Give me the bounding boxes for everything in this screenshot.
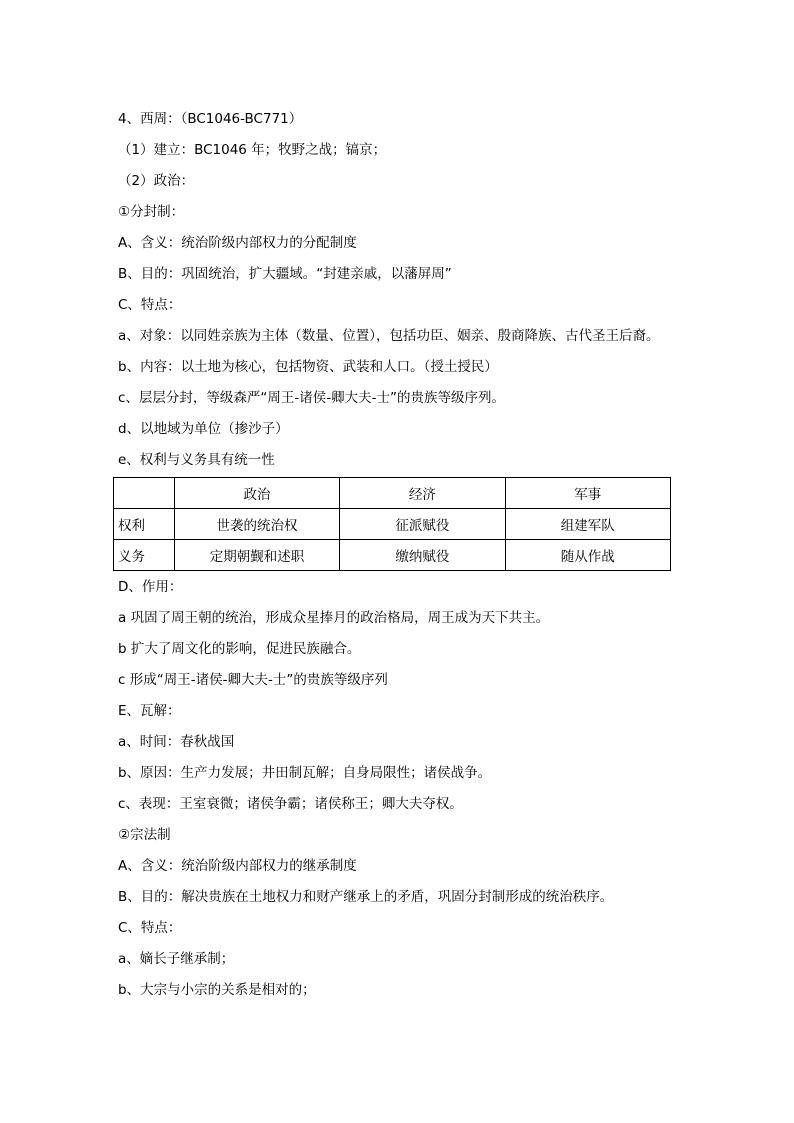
feature-b-content: b、内容：以土地为核心，包括物资、武装和人口。（授土授民） bbox=[118, 359, 498, 375]
table-cell: 定期朝觐和述职 bbox=[174, 540, 339, 571]
politics-heading: （2）政治： bbox=[118, 173, 195, 189]
table-row-label: 义务 bbox=[114, 540, 175, 571]
patriarchal-feature-b: b、大宗与小宗的关系是相对的； bbox=[118, 982, 316, 998]
enfeoffment-purpose: B、目的：巩固统治，扩大疆域。“封建亲戚，以藩屏周” bbox=[118, 266, 452, 282]
table-header-cell bbox=[114, 478, 175, 509]
feature-e-rights-duties: e、权利与义务具有统一性 bbox=[118, 452, 275, 468]
table-cell: 世袭的统治权 bbox=[174, 509, 339, 540]
table-header-cell: 政治 bbox=[174, 478, 339, 509]
section-heading-western-zhou: 4、西周：（BC1046-BC771） bbox=[118, 111, 303, 127]
table-header-row bbox=[114, 478, 671, 509]
table-cell: 缴纳赋役 bbox=[340, 540, 505, 571]
establishment-line: （1）建立：BC1046 年；牧野之战；镐京； bbox=[118, 142, 387, 158]
collapse-reasons: b、原因：生产力发展；井田制瓦解；自身局限性；诸侯战争。 bbox=[118, 765, 492, 781]
table-row bbox=[114, 540, 671, 571]
enfeoffment-features-heading: C、特点： bbox=[118, 297, 182, 313]
patriarchal-purpose: B、目的：解决贵族在土地权力和财产继承上的矛盾，巩固分封制形成的统治秩序。 bbox=[118, 889, 614, 905]
table-header-cell: 经济 bbox=[340, 478, 505, 509]
effect-a: a 巩固了周王朝的统治，形成众星捧月的政治格局，周王成为天下共主。 bbox=[118, 610, 550, 626]
effect-c: c 形成“周王-诸侯-卿大夫-士”的贵族等级序列 bbox=[118, 672, 388, 688]
patriarchal-features-heading: C、特点： bbox=[118, 920, 182, 936]
collapse-manifestations: c、表现：王室衰微；诸侯争霸；诸侯称王；卿大夫夺权。 bbox=[118, 796, 463, 812]
table-header-cell: 军事 bbox=[505, 478, 670, 509]
patriarchal-feature-a: a、嫡长子继承制； bbox=[118, 951, 235, 967]
feature-c-hierarchy: c、层层分封，等级森严“周王-诸侯-卿大夫-士”的贵族等级序列。 bbox=[118, 390, 506, 406]
table-cell: 组建军队 bbox=[505, 509, 670, 540]
collapse-time: a、时间：春秋战国 bbox=[118, 734, 235, 750]
document-content bbox=[118, 104, 678, 1006]
table-cell: 随从作战 bbox=[505, 540, 670, 571]
table-row-label: 权利 bbox=[114, 509, 175, 540]
table-cell: 征派赋役 bbox=[340, 509, 505, 540]
patriarchal-meaning: A、含义：统治阶级内部权力的继承制度 bbox=[118, 858, 357, 874]
feature-d-territory: d、以地域为单位（掺沙子） bbox=[118, 421, 289, 437]
table-row bbox=[114, 509, 671, 540]
effects-heading: D、作用： bbox=[118, 579, 183, 595]
rights-duties-table bbox=[113, 477, 671, 571]
feature-a-objects: a、对象：以同姓亲族为主体（数量、位置），包括功臣、姻亲、殷商降族、古代圣王后裔。 bbox=[118, 328, 660, 344]
effect-b: b 扩大了周文化的影响，促进民族融合。 bbox=[118, 641, 361, 657]
enfeoffment-heading: ①分封制： bbox=[118, 204, 185, 220]
enfeoffment-meaning: A、含义：统治阶级内部权力的分配制度 bbox=[118, 235, 357, 251]
patriarchal-heading: ②宗法制 bbox=[118, 827, 171, 843]
collapse-heading: E、瓦解： bbox=[118, 703, 181, 719]
